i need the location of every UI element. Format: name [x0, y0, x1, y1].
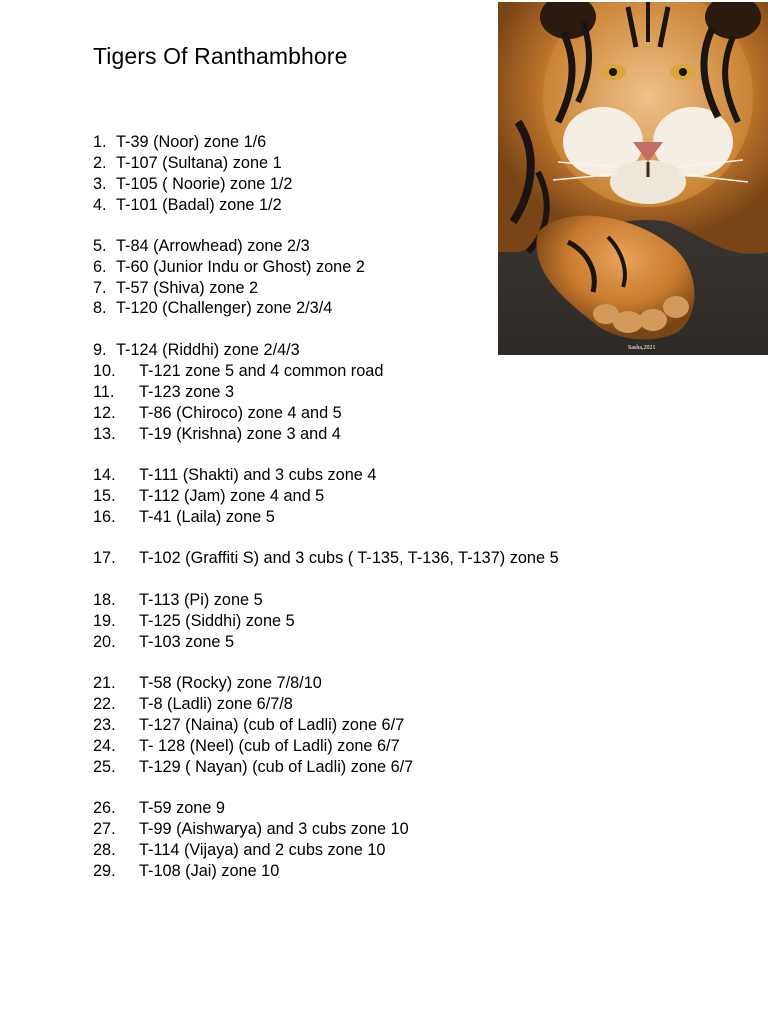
list-item-text: T-111 (Shakti) and 3 cubs zone 4 [139, 466, 377, 484]
list-item-number: 18. [93, 591, 116, 609]
list-item-text: T-19 (Krishna) zone 3 and 4 [139, 425, 341, 443]
list-item-text: T-103 zone 5 [139, 633, 235, 651]
list-item-number: 9. [93, 341, 107, 359]
list-item-text: T-120 (Challenger) zone 2/3/4 [116, 299, 333, 317]
list-item-text: T-39 (Noor) zone 1/6 [116, 133, 267, 151]
list-item-number: 13. [93, 425, 116, 443]
list-item-text: T-99 (Aishwarya) and 3 cubs zone 10 [139, 820, 409, 838]
list-item-number: 20. [93, 633, 116, 651]
list-item-number: 6. [93, 258, 107, 276]
list-item-text: T-107 (Sultana) zone 1 [116, 154, 282, 172]
list-item-text: T-113 (Pi) zone 5 [139, 591, 263, 609]
list-item-number: 4. [93, 196, 107, 214]
list-item-number: 19. [93, 612, 116, 630]
list-item-text: T-125 (Siddhi) zone 5 [139, 612, 295, 630]
list-item-text: T-60 (Junior Indu or Ghost) zone 2 [116, 258, 365, 276]
photo-watermark: Sasha,2021 [628, 345, 656, 351]
list-item-number: 23. [93, 716, 116, 734]
list-item-number: 7. [93, 279, 107, 297]
tiger-photo [498, 2, 768, 355]
list-item-text: T-8 (Ladli) zone 6/7/8 [139, 695, 293, 713]
list-item-text: T-108 (Jai) zone 10 [139, 862, 280, 880]
list-item-number: 28. [93, 841, 116, 859]
list-item-number: 10. [93, 362, 116, 380]
list-item-text: T-84 (Arrowhead) zone 2/3 [116, 237, 310, 255]
list-item-number: 25. [93, 758, 116, 776]
list-item-text: T-58 (Rocky) zone 7/8/10 [139, 674, 322, 692]
list-item-number: 1. [93, 133, 107, 151]
list-item-text: T-123 zone 3 [139, 383, 235, 401]
list-item-text: T-59 zone 9 [139, 799, 225, 817]
list-item-text: T-114 (Vijaya) and 2 cubs zone 10 [139, 841, 386, 859]
list-item-text: T-101 (Badal) zone 1/2 [116, 196, 282, 214]
list-item-number: 24. [93, 737, 116, 755]
list-item-text: T-124 (Riddhi) zone 2/4/3 [116, 341, 300, 359]
list-item-text: T-105 ( Noorie) zone 1/2 [116, 175, 293, 193]
list-item-text: T-41 (Laila) zone 5 [139, 508, 275, 526]
list-item-number: 17. [93, 549, 116, 567]
list-item-number: 14. [93, 466, 116, 484]
list-item-text: T-129 ( Nayan) (cub of Ladli) zone 6/7 [139, 758, 414, 776]
list-item-number: 16. [93, 508, 116, 526]
list-item-text: T-112 (Jam) zone 4 and 5 [139, 487, 325, 505]
list-item-number: 12. [93, 404, 116, 422]
list-item-number: 26. [93, 799, 116, 817]
list-item-number: 21. [93, 674, 116, 692]
list-item-text: T-102 (Graffiti S) and 3 cubs ( T-135, T-136, T-137) zone 5 [139, 549, 559, 567]
list-item-text: T-127 (Naina) (cub of Ladli) zone 6/7 [139, 716, 405, 734]
list-item-text: T-57 (Shiva) zone 2 [116, 279, 259, 297]
list-item-number: 2. [93, 154, 107, 172]
list-item-number: 5. [93, 237, 107, 255]
list-item-number: 27. [93, 820, 116, 838]
list-item-text: T-86 (Chiroco) zone 4 and 5 [139, 404, 342, 422]
list-item-number: 11. [93, 383, 115, 401]
list-item-number: 29. [93, 862, 116, 880]
list-item-number: 15. [93, 487, 116, 505]
document-title: Tigers Of Ranthambhore [93, 43, 348, 69]
list-item-text: T- 128 (Neel) (cub of Ladli) zone 6/7 [139, 737, 400, 755]
list-item-number: 22. [93, 695, 116, 713]
list-item-text: T-121 zone 5 and 4 common road [139, 362, 384, 380]
list-item-number: 8. [93, 299, 107, 317]
list-item-number: 3. [93, 175, 107, 193]
